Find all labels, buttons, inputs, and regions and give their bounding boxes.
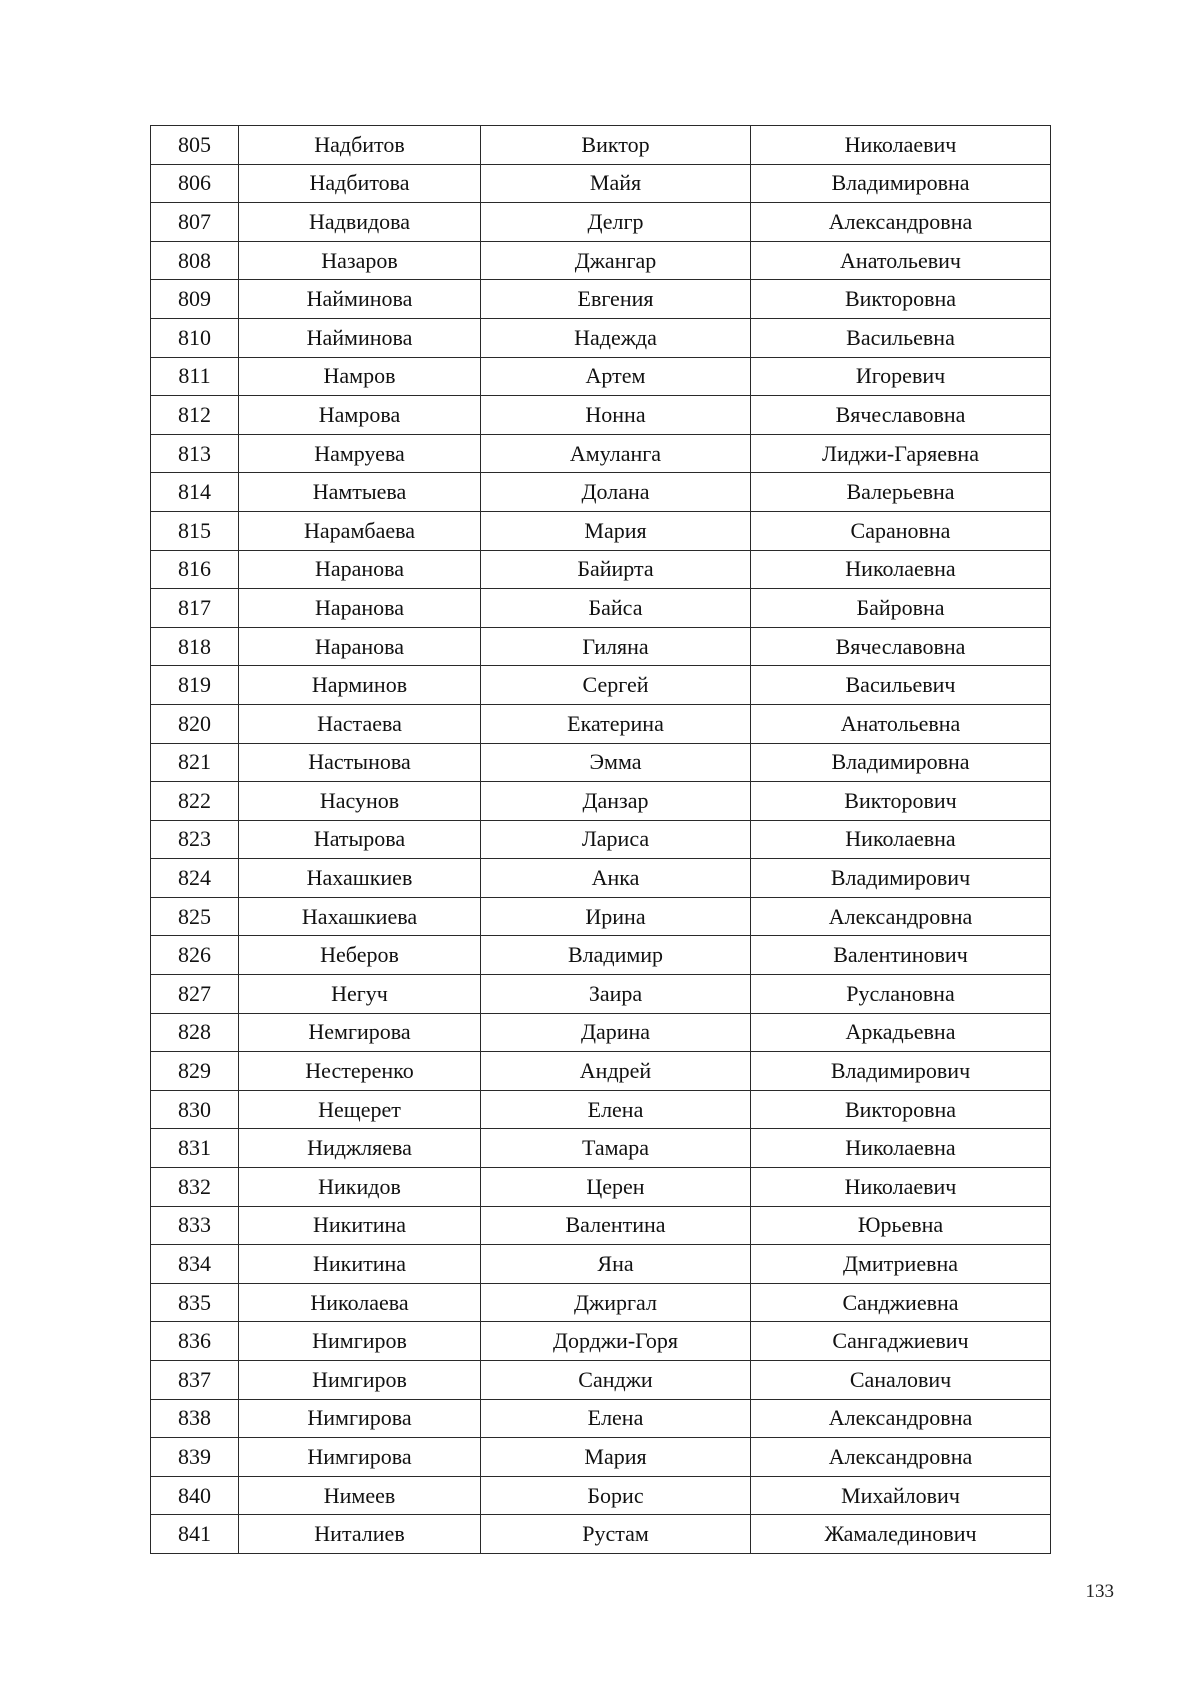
row-number-cell: 818	[151, 627, 239, 666]
patronymic-cell: Николаевич	[751, 126, 1051, 165]
patronymic-cell: Лиджи-Гаряевна	[751, 434, 1051, 473]
surname-cell: Нахашкиев	[239, 859, 481, 898]
surname-cell: Насунов	[239, 782, 481, 821]
first-name-cell: Евгения	[481, 280, 751, 319]
table-row	[151, 473, 1051, 512]
patronymic-cell: Санджиевна	[751, 1283, 1051, 1322]
roster-table-body	[151, 126, 1051, 1554]
patronymic-cell: Александровна	[751, 1399, 1051, 1438]
row-number-cell: 819	[151, 666, 239, 705]
surname-cell: Неберов	[239, 936, 481, 975]
table-row	[151, 1245, 1051, 1284]
first-name-cell: Джиргал	[481, 1283, 751, 1322]
first-name-cell: Ирина	[481, 897, 751, 936]
row-number-cell: 827	[151, 975, 239, 1014]
first-name-cell: Яна	[481, 1245, 751, 1284]
table-row	[151, 1129, 1051, 1168]
first-name-cell: Тамара	[481, 1129, 751, 1168]
table-row	[151, 1515, 1051, 1554]
first-name-cell: Дорджи-Горя	[481, 1322, 751, 1361]
table-row	[151, 280, 1051, 319]
patronymic-cell: Сарановна	[751, 511, 1051, 550]
row-number-cell: 814	[151, 473, 239, 512]
table-row	[151, 666, 1051, 705]
table-row	[151, 1361, 1051, 1400]
first-name-cell: Джангар	[481, 241, 751, 280]
row-number-cell: 840	[151, 1476, 239, 1515]
row-number-cell: 822	[151, 782, 239, 821]
table-row	[151, 1476, 1051, 1515]
patronymic-cell: Жамалединович	[751, 1515, 1051, 1554]
table-row	[151, 936, 1051, 975]
first-name-cell: Заира	[481, 975, 751, 1014]
patronymic-cell: Николаевна	[751, 550, 1051, 589]
surname-cell: Надбитов	[239, 126, 481, 165]
surname-cell: Негуч	[239, 975, 481, 1014]
row-number-cell: 817	[151, 589, 239, 628]
first-name-cell: Майя	[481, 164, 751, 203]
surname-cell: Натырова	[239, 820, 481, 859]
patronymic-cell: Викторовна	[751, 1090, 1051, 1129]
first-name-cell: Данзар	[481, 782, 751, 821]
first-name-cell: Анка	[481, 859, 751, 898]
patronymic-cell: Саналович	[751, 1361, 1051, 1400]
first-name-cell: Делгр	[481, 203, 751, 242]
table-row	[151, 1052, 1051, 1091]
surname-cell: Намрова	[239, 396, 481, 435]
surname-cell: Настаева	[239, 704, 481, 743]
first-name-cell: Байса	[481, 589, 751, 628]
row-number-cell: 832	[151, 1168, 239, 1207]
patronymic-cell: Владимирович	[751, 859, 1051, 898]
surname-cell: Наранова	[239, 550, 481, 589]
patronymic-cell: Александровна	[751, 897, 1051, 936]
surname-cell: Назаров	[239, 241, 481, 280]
first-name-cell: Валентина	[481, 1206, 751, 1245]
surname-cell: Надбитова	[239, 164, 481, 203]
surname-cell: Намров	[239, 357, 481, 396]
row-number-cell: 835	[151, 1283, 239, 1322]
table-row	[151, 743, 1051, 782]
table-row	[151, 1090, 1051, 1129]
first-name-cell: Борис	[481, 1476, 751, 1515]
patronymic-cell: Владимировна	[751, 164, 1051, 203]
patronymic-cell: Валентинович	[751, 936, 1051, 975]
patronymic-cell: Викторович	[751, 782, 1051, 821]
table-row	[151, 357, 1051, 396]
first-name-cell: Мария	[481, 1438, 751, 1477]
patronymic-cell: Николаевна	[751, 820, 1051, 859]
surname-cell: Найминова	[239, 318, 481, 357]
row-number-cell: 837	[151, 1361, 239, 1400]
table-row	[151, 1283, 1051, 1322]
surname-cell: Никидов	[239, 1168, 481, 1207]
first-name-cell: Андрей	[481, 1052, 751, 1091]
surname-cell: Ниджляева	[239, 1129, 481, 1168]
first-name-cell: Долана	[481, 473, 751, 512]
table-row	[151, 434, 1051, 473]
row-number-cell: 813	[151, 434, 239, 473]
surname-cell: Нимгиров	[239, 1361, 481, 1400]
table-row	[151, 241, 1051, 280]
first-name-cell: Елена	[481, 1090, 751, 1129]
table-row	[151, 975, 1051, 1014]
surname-cell: Нимеев	[239, 1476, 481, 1515]
first-name-cell: Елена	[481, 1399, 751, 1438]
row-number-cell: 828	[151, 1013, 239, 1052]
surname-cell: Николаева	[239, 1283, 481, 1322]
first-name-cell: Лариса	[481, 820, 751, 859]
patronymic-cell: Юрьевна	[751, 1206, 1051, 1245]
row-number-cell: 815	[151, 511, 239, 550]
surname-cell: Никитина	[239, 1245, 481, 1284]
patronymic-cell: Васильевич	[751, 666, 1051, 705]
first-name-cell: Надежда	[481, 318, 751, 357]
row-number-cell: 820	[151, 704, 239, 743]
row-number-cell: 812	[151, 396, 239, 435]
row-number-cell: 831	[151, 1129, 239, 1168]
roster-table	[150, 125, 1051, 1554]
table-row	[151, 859, 1051, 898]
first-name-cell: Владимир	[481, 936, 751, 975]
surname-cell: Намруева	[239, 434, 481, 473]
row-number-cell: 805	[151, 126, 239, 165]
first-name-cell: Рустам	[481, 1515, 751, 1554]
patronymic-cell: Руслановна	[751, 975, 1051, 1014]
table-row	[151, 1168, 1051, 1207]
row-number-cell: 816	[151, 550, 239, 589]
row-number-cell: 836	[151, 1322, 239, 1361]
table-row	[151, 1399, 1051, 1438]
table-row	[151, 1206, 1051, 1245]
patronymic-cell: Валерьевна	[751, 473, 1051, 512]
surname-cell: Нарминов	[239, 666, 481, 705]
patronymic-cell: Владимировна	[751, 743, 1051, 782]
first-name-cell: Байирта	[481, 550, 751, 589]
row-number-cell: 829	[151, 1052, 239, 1091]
patronymic-cell: Аркадьевна	[751, 1013, 1051, 1052]
row-number-cell: 825	[151, 897, 239, 936]
row-number-cell: 810	[151, 318, 239, 357]
surname-cell: Нимгирова	[239, 1438, 481, 1477]
table-row	[151, 897, 1051, 936]
surname-cell: Немгирова	[239, 1013, 481, 1052]
patronymic-cell: Байровна	[751, 589, 1051, 628]
surname-cell: Настынова	[239, 743, 481, 782]
first-name-cell: Артем	[481, 357, 751, 396]
surname-cell: Наранова	[239, 589, 481, 628]
row-number-cell: 824	[151, 859, 239, 898]
patronymic-cell: Васильевна	[751, 318, 1051, 357]
page-number: 133	[1085, 1581, 1114, 1602]
patronymic-cell: Анатольевич	[751, 241, 1051, 280]
patronymic-cell: Николаевич	[751, 1168, 1051, 1207]
row-number-cell: 826	[151, 936, 239, 975]
table-row	[151, 550, 1051, 589]
patronymic-cell: Вячеславовна	[751, 627, 1051, 666]
patronymic-cell: Викторовна	[751, 280, 1051, 319]
table-row	[151, 704, 1051, 743]
patronymic-cell: Игоревич	[751, 357, 1051, 396]
row-number-cell: 838	[151, 1399, 239, 1438]
table-row	[151, 820, 1051, 859]
table-row	[151, 1438, 1051, 1477]
surname-cell: Наранова	[239, 627, 481, 666]
first-name-cell: Санджи	[481, 1361, 751, 1400]
row-number-cell: 833	[151, 1206, 239, 1245]
surname-cell: Никитина	[239, 1206, 481, 1245]
first-name-cell: Виктор	[481, 126, 751, 165]
patronymic-cell: Михайлович	[751, 1476, 1051, 1515]
first-name-cell: Нонна	[481, 396, 751, 435]
table-row	[151, 1322, 1051, 1361]
table-row	[151, 318, 1051, 357]
surname-cell: Нещерет	[239, 1090, 481, 1129]
row-number-cell: 839	[151, 1438, 239, 1477]
patronymic-cell: Владимирович	[751, 1052, 1051, 1091]
first-name-cell: Гиляна	[481, 627, 751, 666]
surname-cell: Нарамбаева	[239, 511, 481, 550]
patronymic-cell: Сангаджиевич	[751, 1322, 1051, 1361]
surname-cell: Нахашкиева	[239, 897, 481, 936]
table-row	[151, 589, 1051, 628]
row-number-cell: 807	[151, 203, 239, 242]
row-number-cell: 823	[151, 820, 239, 859]
row-number-cell: 811	[151, 357, 239, 396]
row-number-cell: 821	[151, 743, 239, 782]
surname-cell: Надвидова	[239, 203, 481, 242]
table-row	[151, 1013, 1051, 1052]
row-number-cell: 806	[151, 164, 239, 203]
table-row	[151, 396, 1051, 435]
first-name-cell: Екатерина	[481, 704, 751, 743]
table-row	[151, 203, 1051, 242]
row-number-cell: 830	[151, 1090, 239, 1129]
row-number-cell: 809	[151, 280, 239, 319]
surname-cell: Намтыева	[239, 473, 481, 512]
patronymic-cell: Александровна	[751, 203, 1051, 242]
patronymic-cell: Вячеславовна	[751, 396, 1051, 435]
table-row	[151, 627, 1051, 666]
surname-cell: Нестеренко	[239, 1052, 481, 1091]
first-name-cell: Дарина	[481, 1013, 751, 1052]
patronymic-cell: Александровна	[751, 1438, 1051, 1477]
surname-cell: Нимгиров	[239, 1322, 481, 1361]
surname-cell: Найминова	[239, 280, 481, 319]
table-row	[151, 164, 1051, 203]
table-row	[151, 511, 1051, 550]
patronymic-cell: Анатольевна	[751, 704, 1051, 743]
first-name-cell: Сергей	[481, 666, 751, 705]
surname-cell: Нимгирова	[239, 1399, 481, 1438]
row-number-cell: 841	[151, 1515, 239, 1554]
first-name-cell: Мария	[481, 511, 751, 550]
table-row	[151, 126, 1051, 165]
surname-cell: Ниталиев	[239, 1515, 481, 1554]
first-name-cell: Церен	[481, 1168, 751, 1207]
first-name-cell: Амуланга	[481, 434, 751, 473]
table-row	[151, 782, 1051, 821]
patronymic-cell: Николаевна	[751, 1129, 1051, 1168]
row-number-cell: 808	[151, 241, 239, 280]
patronymic-cell: Дмитриевна	[751, 1245, 1051, 1284]
row-number-cell: 834	[151, 1245, 239, 1284]
first-name-cell: Эмма	[481, 743, 751, 782]
